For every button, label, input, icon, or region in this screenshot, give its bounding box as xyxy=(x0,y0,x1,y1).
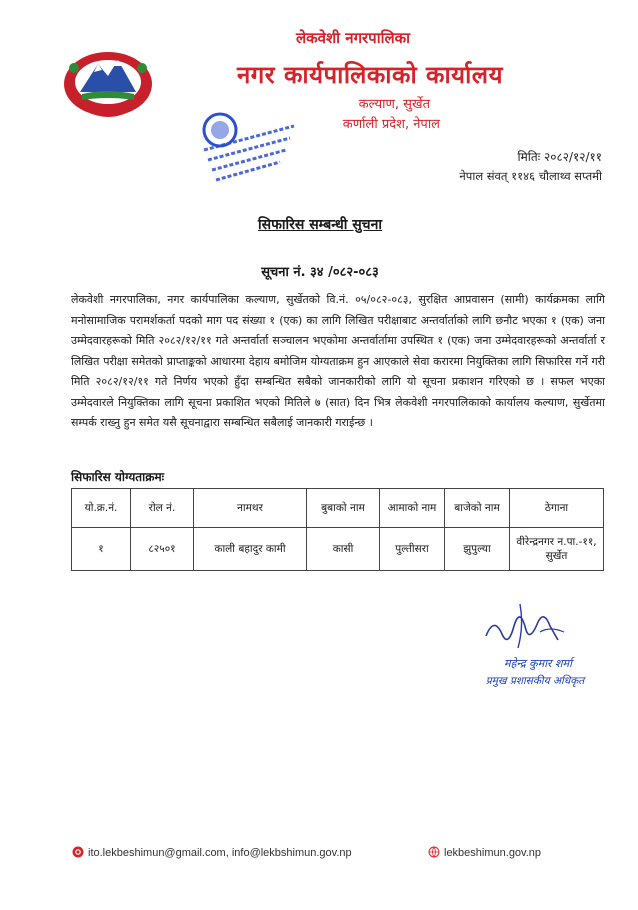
footer-email-text[interactable]: ito.lekbeshimun@gmail.com, info@lekbshimun.gov.np xyxy=(88,847,352,859)
footer-email xyxy=(72,846,352,859)
municipality-emblem xyxy=(58,42,158,122)
email-icon xyxy=(72,846,84,858)
globe-icon xyxy=(428,846,440,858)
cell-father: कासी xyxy=(307,528,380,571)
cell-name: काली बहादुर कामी xyxy=(194,528,307,571)
office-title: नगर कार्यपालिकाको कार्यालय xyxy=(236,61,504,89)
cell-serial: १ xyxy=(72,528,131,571)
ranking-label: सिफारिस योग्यताक्रमः xyxy=(71,470,165,484)
cell-mother: पुल्तीसरा xyxy=(380,528,445,571)
office-address: कल्याण, सुर्खेत xyxy=(358,97,430,112)
municipality-name: लेकवेशी नगरपालिका xyxy=(295,29,411,47)
cell-grandfather: झुपुल्या xyxy=(445,528,510,571)
office-province: कर्णाली प्रदेश, नेपाल xyxy=(342,117,440,132)
col-address: ठेगाना xyxy=(510,489,604,528)
ranking-table xyxy=(71,488,604,571)
table-row xyxy=(72,528,604,571)
footer-website-text[interactable]: lekbeshimun.gov.np xyxy=(444,847,542,859)
col-grandfather: बाजेको नाम xyxy=(445,489,510,528)
officer-title: प्रमुख प्रशासकीय अधिकृत xyxy=(485,675,585,687)
col-roll: रोल नं. xyxy=(131,489,194,528)
notice-body: लेकवेशी नगरपालिका, नगर कार्यपालिका कल्याण, सुर्खेतको वि.नं. ०५/०८२-०८३, सुरक्षित आप्रवासन (सामी) कार्यक्रमका लागि मनोसामाजिक परामर्शकर्ता पदको माग पद संख्या १ (एक) का लागि लिखित परीक्षाबाट अन्तर्वार्ताको लागि छनौट भएका १ (एक) जना उम्मेदवारहरूको मिति २०८२/१२/११ गते अन्तर्वार्ता सञ्चालन भएकोमा अन्तर्वार्तामा उपस्थित १ (एक) जना उम्मेदवारहरूको अन्तर्वार्ता र लिखित परीक्षा समेतको प्राप्ताङ्कको आधारमा देहाय बमोजिम योग्यताक्रम हुन आएकाले सेवा करारमा नियुक्तिका लागि सिफारिस गर्ने गरी मिति २०८२/१२/११ गते निर्णय भएको हुँदा सम्बन्धित सबैको जानकारीको लागि यो सूचना प्रकाशन गरिएको छ । सफल भएका उम्मेदवारले नियुक्तिका लागि सूचना प्रकाशित भएको मितिले ७ (सात) दिन भित्र लेकवेशी नगरपालिकाको कार्यालय कल्याण, सुर्खेतमा सम्पर्क राख्नु हुन समेत यसै सूचनाद्वारा सम्बन्धित सबैलाई जानकारी गराईन्छ । xyxy=(71,293,605,429)
notice-date: मितिः २०८२/१२/११ xyxy=(517,150,602,164)
officer-signature xyxy=(480,596,570,656)
nepal-sambat-date: नेपाल संवत् ११४६ चौलाथ्व सप्तमी xyxy=(459,169,602,183)
table-header-row xyxy=(72,489,604,528)
col-father: बुबाको नाम xyxy=(307,489,380,528)
cell-roll: ८२५०१ xyxy=(131,528,194,571)
col-name: नामथर xyxy=(194,489,307,528)
footer-website xyxy=(428,846,541,859)
col-serial: यो.क्र.नं. xyxy=(72,489,131,528)
cell-address: वीरेन्द्रनगर न.पा.-११, सुर्खेत xyxy=(510,528,604,571)
officer-name: महेन्द्र कुमार शर्मा xyxy=(504,657,572,670)
col-mother: आमाको नाम xyxy=(380,489,445,528)
notice-ref-number: सूचना नं. ३४ /०८२-०८३ xyxy=(261,265,379,280)
notice-title: सिफारिस सम्बन्धी सुचना xyxy=(258,217,382,233)
